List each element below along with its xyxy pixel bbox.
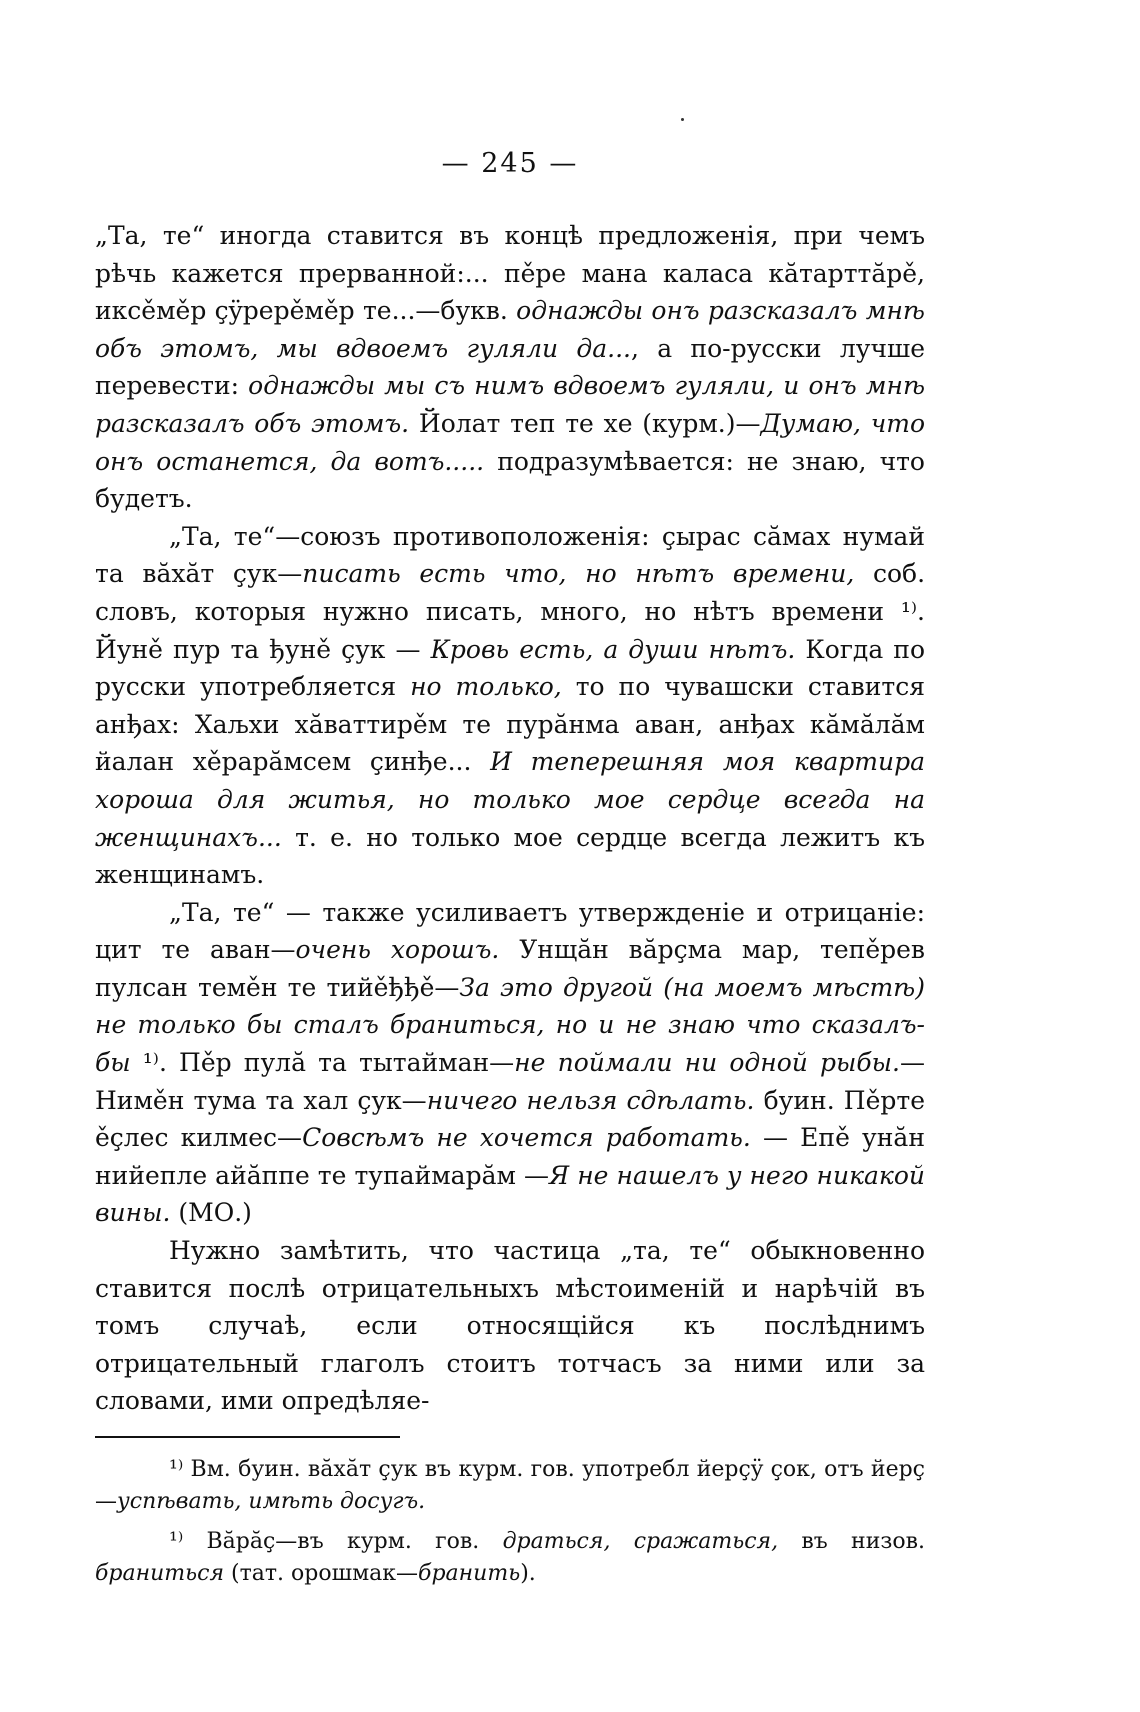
italic-translation: бранить xyxy=(418,1561,521,1586)
text-run: ). xyxy=(520,1561,536,1586)
italic-translation: драться, сражаться, xyxy=(502,1529,779,1554)
paragraph-3 xyxy=(95,894,925,1232)
text-run: т. е. но только мое сердце всегда лежитъ къ женщинамъ. xyxy=(95,822,925,890)
italic-translation: не поймали ни одной рыбы. xyxy=(514,1048,900,1078)
text-run: (тат. орошмак— xyxy=(224,1561,419,1586)
italic-translation: но только, xyxy=(410,672,562,702)
text-run: Нужно замѣтить, что частица „та, те“ обыкновенно ставится послѣ отрицательныхъ мѣстоименій и нарѣчій въ томъ случаѣ, если относящійся къ послѣднимъ отрицательный глаголъ стоитъ тотчасъ за ними или за словами, ими опредѣляе- xyxy=(95,1236,925,1416)
print-speck xyxy=(681,118,684,121)
text-run: соб. словъ, которыя нужно писать, много, но нѣтъ времени ¹⁾. Йунě пур та ђунě çук — xyxy=(95,559,926,664)
italic-translation: Думаю, что онъ останется, да вотъ..... xyxy=(95,408,926,476)
text-run: подразумѣвается: не знаю, что будетъ. xyxy=(95,446,925,514)
text-run: въ низов. xyxy=(778,1529,925,1554)
italic-translation: Я не нашелъ у него никакой вины. xyxy=(95,1160,925,1228)
text-run: буин. Пěрте ěçлес килмес— xyxy=(95,1085,925,1153)
italic-translation: однажды мы съ нимъ вдвоемъ гуляли, и онъ мнѣ разсказалъ объ этомъ. xyxy=(95,371,926,438)
paragraph-1 xyxy=(95,217,925,518)
italic-translation: И теперешняя моя квартира хороша для житья, но только мое сердце всегда на женщинахъ... xyxy=(95,747,925,852)
italic-translation: успѣвать, имѣть досугъ. xyxy=(117,1489,426,1514)
book-page xyxy=(95,150,925,1598)
text-run: Когда по русски употребляется xyxy=(95,634,926,702)
text-run: то по чувашски ставится анђах: Хаљхи хăваттирěм те пурăнма аван, анђах кăмăлăм йалан хěрарăмсем çинђе... xyxy=(95,672,925,777)
text-run: Унщăн вăрçма мар, тепěрев пулсан темěн те тийěђђě— xyxy=(95,935,926,1002)
text-run: — Епě унăн нийепле айăппе те тупаймарăм — xyxy=(95,1123,925,1190)
footnote-separator xyxy=(95,1436,400,1438)
text-run: „Та, те“—союзъ противоположенія: çырас сăмах нумай та вăхăт çук— xyxy=(95,521,925,589)
paragraph-4 xyxy=(95,1232,925,1420)
text-run: ¹⁾ Вм. буин. вăхăт çук въ курм. гов. употребл йерçÿ çок, отъ йерç— xyxy=(95,1457,925,1514)
footnote-1 xyxy=(95,1454,925,1518)
italic-translation: очень хорошъ. xyxy=(295,935,500,965)
page-number: — 245 — xyxy=(441,148,579,179)
text-run: , а по-русски лучше перевести: xyxy=(95,333,926,401)
text-run: „Та, те“ иногда ставится въ концѣ предложенія, при чемъ рѣчь кажется прерванной:... пěре мана каласа кăтарттăрě, иксěмěр çÿрерěмěр те...—букв. xyxy=(95,221,925,326)
italic-translation: Совсѣмъ не хочется работать. xyxy=(302,1123,751,1153)
text-run: ¹⁾ Вăрăç—въ курм. гов. xyxy=(169,1529,503,1554)
text-run: (МО.) xyxy=(170,1198,252,1228)
italic-translation: браниться xyxy=(95,1561,225,1586)
text-run: —Нимěн тума та хал çук— xyxy=(95,1048,925,1115)
text-run: ¹⁾. Пěр пулă та тытайман— xyxy=(130,1048,515,1078)
text-run: „Та, те“ — также усиливаетъ утвержденіе и отрицаніе: цит те аван— xyxy=(95,897,925,965)
italic-translation: писать есть что, но нѣтъ времени, xyxy=(302,559,855,589)
footnote-2 xyxy=(95,1526,925,1590)
italic-translation: За это другой (на моемъ мѣстѣ) не только бы сталъ браниться, но и не знаю что сказалъ-бы xyxy=(95,972,925,1078)
paragraph-2 xyxy=(95,518,925,894)
italic-translation: однажды онъ разсказалъ мнѣ объ этомъ, мы вдвоемъ гуляли да... xyxy=(95,296,925,363)
italic-translation: ничего нельзя сдѣлать. xyxy=(426,1085,755,1115)
italic-translation: Кровь есть, а души нѣтъ. xyxy=(430,634,796,664)
text-run: Йолат теп те хе (курм.)— xyxy=(409,408,761,438)
